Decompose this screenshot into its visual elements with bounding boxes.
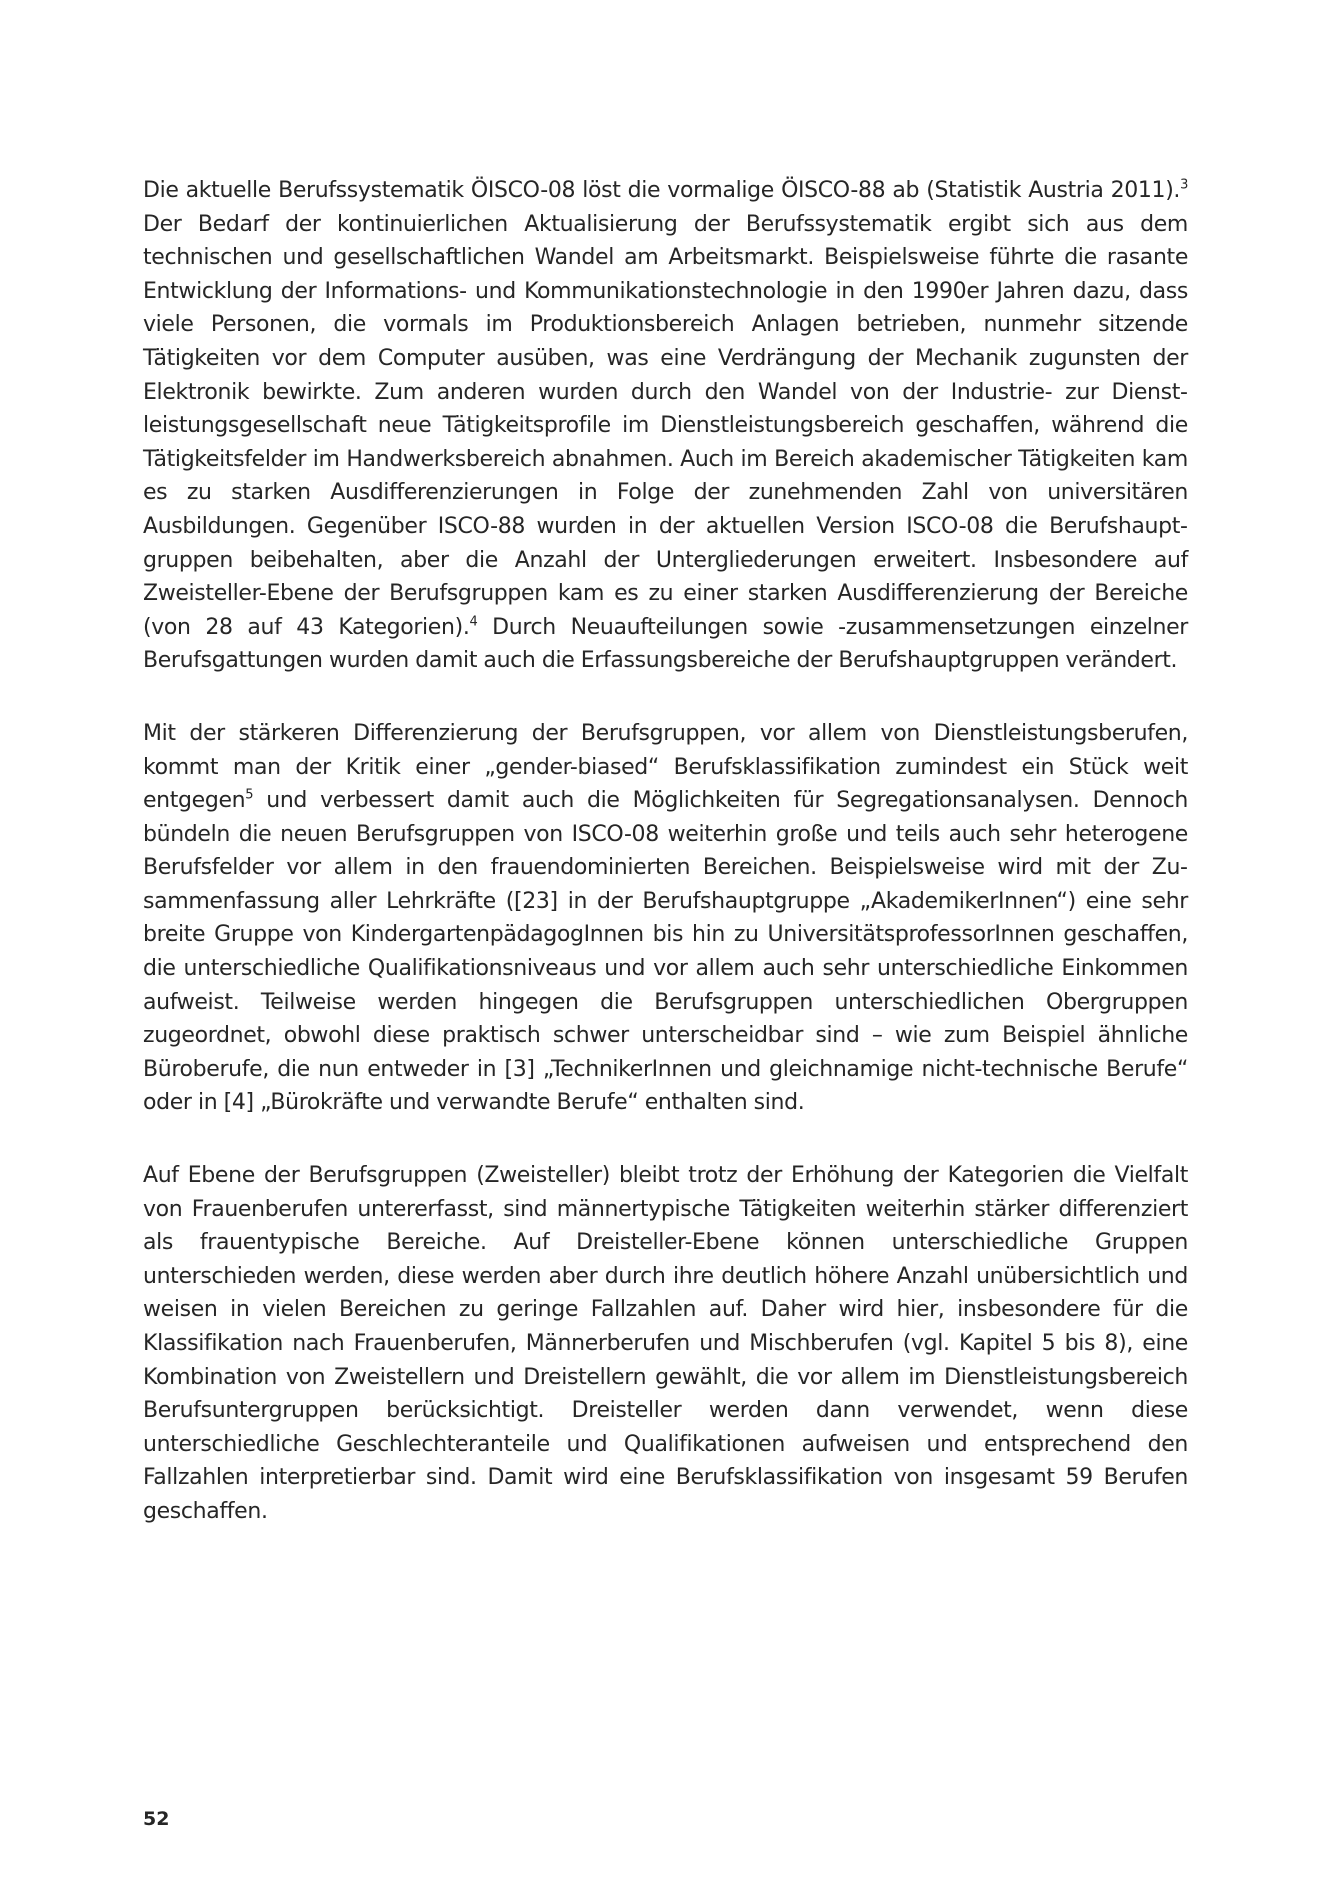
- paragraph-2: [143, 717, 1188, 1120]
- paragraph-3-text-1: Auf Ebene der Berufsgruppen (Zweisteller) bleibt trotz der Erhöhung der Kategorien die Vielfalt von Frauenberufen untererfasst, sind männertypische Tätigkeiten weiterhin stärker differenziert als frauentypische Bereiche. Auf Dreisteller-Ebene können unterschiedliche Gruppen unterschieden werden, diese werden aber durch ihre deutlich höhere Anzahl unübersichtlich und weisen in vielen Bereichen zu geringe Fallzahlen auf. Daher wird hier, insbesondere für die Klassifikation nach Frauenberufen, Männerberufen und Mischberufen (vgl. Kapitel 5 bis 8), eine Kombination von Zweistellern und Dreistellern gewählt, die vor allem im Dienstleistungsbereich Berufsuntergruppen berücksichtigt. Dreisteller werden dann verwendet, wenn diese unterschiedliche Geschlechteranteile und Qualifikationen aufweisen und entsprechend den Fallzahlen interpretierbar sind. Damit wird eine Berufsklassifikation von insgesamt 59 Berufen geschaffen.: [143, 1163, 1188, 1524]
- paragraph-3: [143, 1159, 1188, 1529]
- body-text: [143, 174, 1188, 1568]
- paragraph-1-text-3: Durch Neuaufteilungen sowie -zusammensetzungen einzelner Berufsgattungen wurden damit auch die Erfassungsbereiche der Berufshauptgruppen verändert.: [143, 614, 1188, 674]
- paragraph-1-text-1: Die aktuelle Berufssystematik ÖISCO-08 löst die vormalige ÖISCO-88 ab (Statistik Austria 2011).: [143, 178, 1181, 203]
- footnote-ref-3[interactable]: 3: [1180, 177, 1188, 193]
- paragraph-1-text-2: Der Bedarf der kontinuierlichen Aktualisierung der Berufssystematik ergibt sich aus dem technischen und gesellschaftlichen Wandel am Arbeitsmarkt. Beispielsweise führte die rasante Entwicklung der Informations- und Kommunikationstechnologie in den 1990er Jahren dazu, dass viele Personen, die vormals im Produktionsbereich Anlagen betrieben, nunmehr sitzende Tätigkeiten vor dem Computer ausüben, was eine Verdrängung der Mechanik zugunsten der Elektronik bewirkte. Zum anderen wurden durch den Wandel von der Industrie- zur Dienstleistungsgesellschaft neue Tätigkeitsprofile im Dienstleistungsbereich geschaffen, während die Tätigkeitsfelder im Handwerksbereich abnahmen. Auch im Bereich akademischer Tätigkeiten kam es zu starken Ausdifferenzierungen in Folge der zunehmenden Zahl von universitären Ausbildungen. Gegenüber ISCO-88 wurden in der aktuellen Version ISCO-08 die Berufshauptgruppen beibehalten, aber die Anzahl der Untergliederungen erweitert. Insbesondere auf Zweisteller-Ebene der Berufsgruppen kam es zu einer starken Ausdifferenzierung der Bereiche (von 28 auf 43 Kategorien).: [143, 211, 1188, 640]
- paragraph-2-text-1: Mit der stärkeren Differenzierung der Berufsgruppen, vor allem von Dienstleistungsberufen, kommt man der Kritik einer „gender-biased“ Berufsklassifikation zumindest ein Stück weit entgegen: [143, 720, 1188, 814]
- footnote-ref-4[interactable]: 4: [469, 614, 478, 630]
- paragraph-2-text-2: und verbessert damit auch die Möglichkeiten für Segregationsanalysen. Dennoch bündeln die neuen Berufsgruppen von ISCO-08 weiterhin große und teils auch sehr heterogene Berufsfelder vor allem in den frauendominierten Bereichen. Beispielsweise wird mit der Zusammenfassung aller Lehrkräfte ([23] in der Berufshauptgruppe „AkademikerInnen“) eine sehr breite Gruppe von KindergartenpädagogInnen bis hin zu UniversitätsprofessorInnen geschaffen, die unterschiedliche Qualifikationsniveaus und vor allem auch sehr unterschiedliche Einkommen aufweist. Teilweise werden hingegen die Berufsgruppen unterschiedlichen Obergruppen zugeordnet, obwohl diese praktisch schwer unterscheidbar sind – wie zum Beispiel ähnliche Büroberufe, die nun entweder in [3] „TechnikerInnen und gleichnamige nicht-technische Berufe“ oder in [4] „Bürokräfte und verwandte Berufe“ enthalten sind.: [143, 788, 1188, 1116]
- page-number: 52: [143, 1808, 170, 1830]
- footnote-ref-5[interactable]: 5: [245, 787, 254, 803]
- paragraph-1: [143, 174, 1188, 678]
